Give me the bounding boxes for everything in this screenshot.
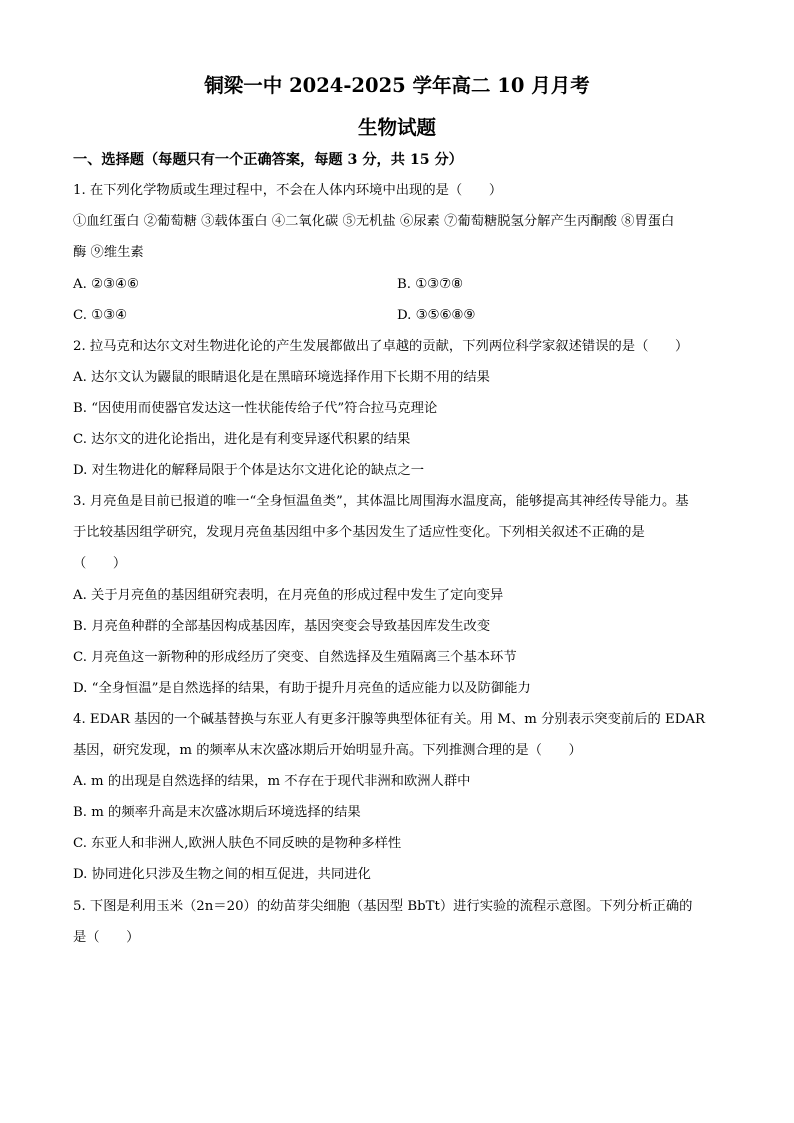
q4-stem-line: 4. EDAR 基因的一个碱基替换与东亚人有更多汗腺等典型体征有关。用 M、m 分别表示突变前后的 EDAR [73,712,705,727]
q1-option-b: B. ①③⑦⑧ [397,277,463,292]
q1-option-c: C. ①③④ [73,308,127,323]
q2-option-c: C. 达尔文的进化论指出，进化是有利变异逐代积累的结果 [73,432,411,447]
q3-option-d: D. “全身恒温”是自然选择的结果，有助于提升月亮鱼的适应能力以及防御能力 [73,681,531,696]
q5-stem-line: 是（ ） [73,930,140,945]
exam-title: 铜梁一中 2024-2025 学年高二 10 月月考 [204,74,590,97]
q3-option-a: A. 关于月亮鱼的基因组研究表明，在月亮鱼的形成过程中发生了定向变异 [73,588,504,603]
q4-option-b: B. m 的频率升高是末次盛冰期后环境选择的结果 [73,805,361,820]
q4-option-d: D. 协同进化只涉及生物之间的相互促进，共同进化 [73,867,371,882]
section-heading: 一、选择题（每题只有一个正确答案，每题 3 分，共 15 分） [73,152,463,168]
q2-option-a: A. 达尔文认为鼹鼠的眼睛退化是在黑暗环境选择作用下长期不用的结果 [73,370,490,385]
q1-stem-line: 1. 在下列化学物质或生理过程中，不会在人体内环境中出现的是（ ） [73,183,503,198]
q3-option-b: B. 月亮鱼种群的全部基因构成基因库，基因突变会导致基因库发生改变 [73,619,491,634]
q1-stem-line: 酶 ⑨维生素 [73,245,144,260]
q1-option-a: A. ②③④⑥ [73,277,139,292]
q3-stem-line: 3. 月亮鱼是目前已报道的唯一“全身恒温鱼类”，其体温比周围海水温度高，能够提高其神经传导能力。基 [73,494,689,509]
q3-option-c: C. 月亮鱼这一新物种的形成经历了突变、自然选择及生殖隔离三个基本环节 [73,650,517,665]
subject-title: 生物试题 [357,116,436,139]
q1-option-d: D. ③⑤⑥⑧⑨ [397,308,476,323]
q4-stem-line: 基因，研究发现，m 的频率从末次盛冰期后开始明显升高。下列推测合理的是（ ） [73,743,582,758]
q4-option-c: C. 东亚人和非洲人,欧洲人肤色不同反映的是物种多样性 [73,836,402,851]
q3-stem-line: （ ） [73,556,127,571]
q5-stem-line: 5. 下图是利用玉米（2n＝20）的幼苗芽尖细胞（基因型 BbTt）进行实验的流程示意图。下列分析正确的 [73,899,693,914]
q2-option-b: B. “因使用而使器官发达这一性状能传给子代”符合拉马克理论 [73,401,438,416]
q2-stem-line: 2. 拉马克和达尔文对生物进化论的产生发展都做出了卓越的贡献，下列两位科学家叙述错误的是（ ） [73,339,689,354]
q1-stem-line: ①血红蛋白 ②葡萄糖 ③载体蛋白 ④二氧化碳 ⑤无机盐 ⑥尿素 ⑦葡萄糖脱氢分解产生丙酮酸 ⑧胃蛋白 [73,214,675,229]
q2-option-d: D. 对生物进化的解释局限于个体是达尔文进化论的缺点之一 [73,463,425,478]
q4-option-a: A. m 的出现是自然选择的结果，m 不存在于现代非洲和欧洲人群中 [73,774,471,789]
q3-stem-line: 于比较基因组学研究，发现月亮鱼基因组中多个基因发生了适应性变化。下列相关叙述不正确的是 [73,525,645,540]
